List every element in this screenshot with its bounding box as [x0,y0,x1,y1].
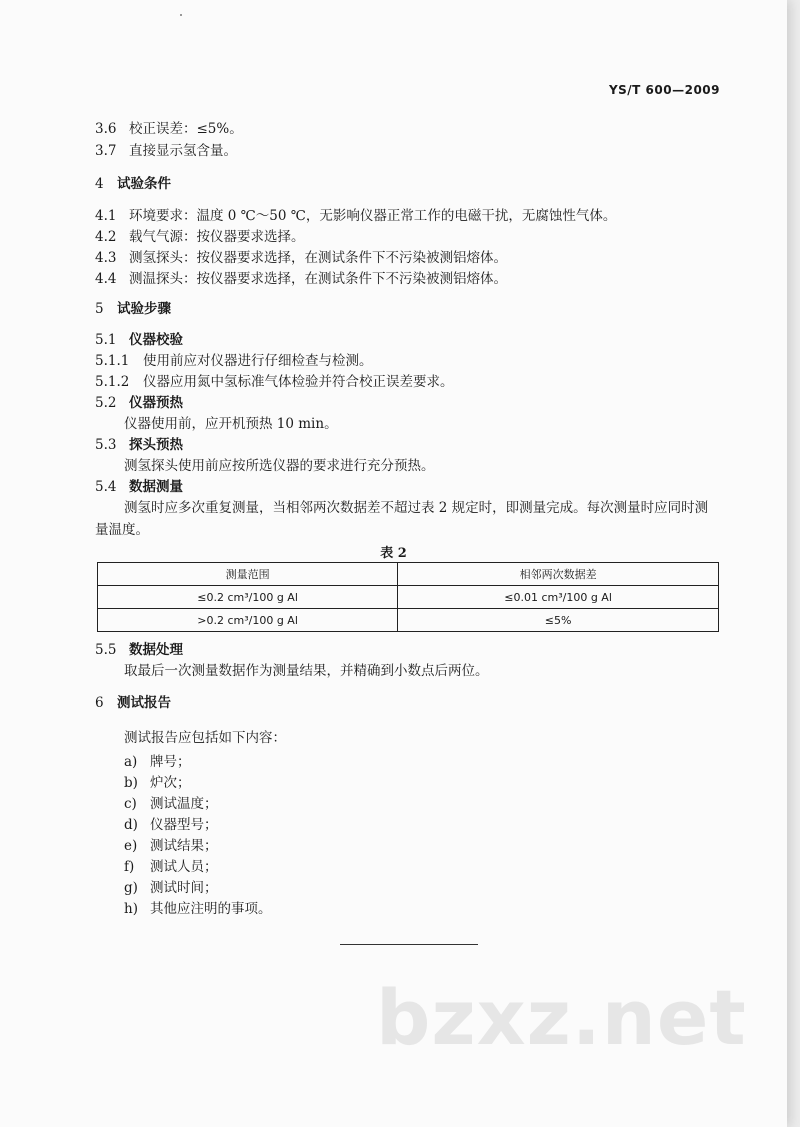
clause-number: 4.1 [95,208,117,224]
section-number: 6 [95,695,104,711]
clause-text: 校正误差：≤5%。 [129,121,243,137]
list-item [124,771,191,791]
list-label: a) [124,754,138,770]
clause-number: 5.1.2 [95,374,130,390]
paragraph-5-3: 测氢探头使用前应按所选仪器的要求进行充分预热。 [124,458,435,474]
clause-text: 仪器应用氮中氢标准气体检验并符合校正误差要求。 [143,374,454,390]
clause-number: 4.3 [95,250,117,266]
list-label: b) [124,775,138,791]
clause-number: 5.2 [95,395,117,411]
section-5-heading [95,303,171,317]
list-label: c) [124,796,137,812]
list-item [124,792,218,812]
list-item [124,855,218,875]
clause-5-3 [95,439,183,453]
list-text: 测试温度； [150,796,218,812]
list-item [124,834,218,854]
clause-number: 5.4 [95,479,117,495]
list-item [124,876,218,896]
clause-number: 4.4 [95,271,117,287]
section-number: 4 [95,176,104,192]
clause-4-1 [95,210,616,224]
table-cell: ≤5% [398,609,719,632]
clause-3-7 [95,145,237,159]
list-label: g) [124,880,138,896]
clause-number: 5.1 [95,332,117,348]
paragraph-6: 测试报告应包括如下内容： [124,730,286,746]
clause-number: 4.2 [95,229,117,245]
clause-5-1-1 [95,355,373,369]
clause-text: 载气气源：按仪器要求选择。 [129,229,305,245]
clause-4-2 [95,231,305,245]
data-table [97,562,719,632]
clause-title: 数据测量 [129,479,183,495]
clause-number: 3.6 [95,121,117,137]
section-number: 5 [95,301,104,317]
list-item [124,897,272,917]
list-label: h) [124,901,138,917]
section-4-heading [95,178,171,192]
list-item [124,813,218,833]
list-text: 炉次； [150,775,191,791]
paragraph-5-4: 测氢时应多次重复测量，当相邻两次数据差不超过表 2 规定时，即测量完成。每次测量时应同时测量温度。 [95,500,709,538]
table-title: 表 2 [380,546,407,561]
clause-title: 探头预热 [129,437,183,453]
clause-number: 5.1.1 [95,353,130,369]
clause-5-2 [95,397,183,411]
paragraph-5-2: 仪器使用前，应开机预热 10 min。 [124,416,338,432]
clause-title: 仪器校验 [129,332,183,348]
list-label: e) [124,838,138,854]
table-row [98,586,719,609]
clause-5-4 [95,481,183,495]
clause-text: 测温探头：按仪器要求选择，在测试条件下不污染被测铝熔体。 [129,271,507,287]
scan-speck [180,14,182,16]
clause-5-5 [95,644,183,658]
clause-5-1-2 [95,376,454,390]
clause-text: 环境要求：温度 0 ℃～50 ℃，无影响仪器正常工作的电磁干扰，无腐蚀性气体。 [129,208,617,224]
section-title: 试验条件 [117,176,171,192]
list-label: f) [124,859,135,875]
standard-code: YS/T 600—2009 [608,83,720,97]
table-row [98,609,719,632]
clause-4-4 [95,273,507,287]
clause-3-6 [95,123,243,137]
list-item [124,750,191,770]
watermark: bzxz.net [376,973,747,1062]
clause-number: 5.5 [95,642,117,658]
list-text: 测试人员； [150,859,218,875]
table-cell: ≤0.01 cm³/100 g Al [398,586,719,609]
clause-title: 仪器预热 [129,395,183,411]
table-header-row [98,563,719,586]
clause-5-1 [95,334,183,348]
clause-text: 使用前应对仪器进行仔细检查与检测。 [143,353,373,369]
clause-text: 测氢探头：按仪器要求选择，在测试条件下不污染被测铝熔体。 [129,250,507,266]
clause-text: 直接显示氢含量。 [129,143,237,159]
column-header: 相邻两次数据差 [398,563,719,586]
list-label: d) [124,817,138,833]
list-text: 牌号； [150,754,191,770]
section-title: 试验步骤 [117,301,171,317]
list-text: 其他应注明的事项。 [150,901,272,917]
paragraph-5-5: 取最后一次测量数据作为测量结果，并精确到小数点后两位。 [124,663,489,679]
list-text: 测试结果； [150,838,218,854]
section-title: 测试报告 [117,695,171,711]
section-6-heading [95,697,171,711]
list-text: 测试时间； [150,880,218,896]
list-text: 仪器型号； [150,817,218,833]
clause-number: 3.7 [95,143,117,159]
end-rule [340,944,478,945]
clause-4-3 [95,252,507,266]
column-header: 测量范围 [98,563,398,586]
table-cell: ≤0.2 cm³/100 g Al [98,586,398,609]
table-cell: >0.2 cm³/100 g Al [98,609,398,632]
clause-title: 数据处理 [129,642,183,658]
clause-number: 5.3 [95,437,117,453]
